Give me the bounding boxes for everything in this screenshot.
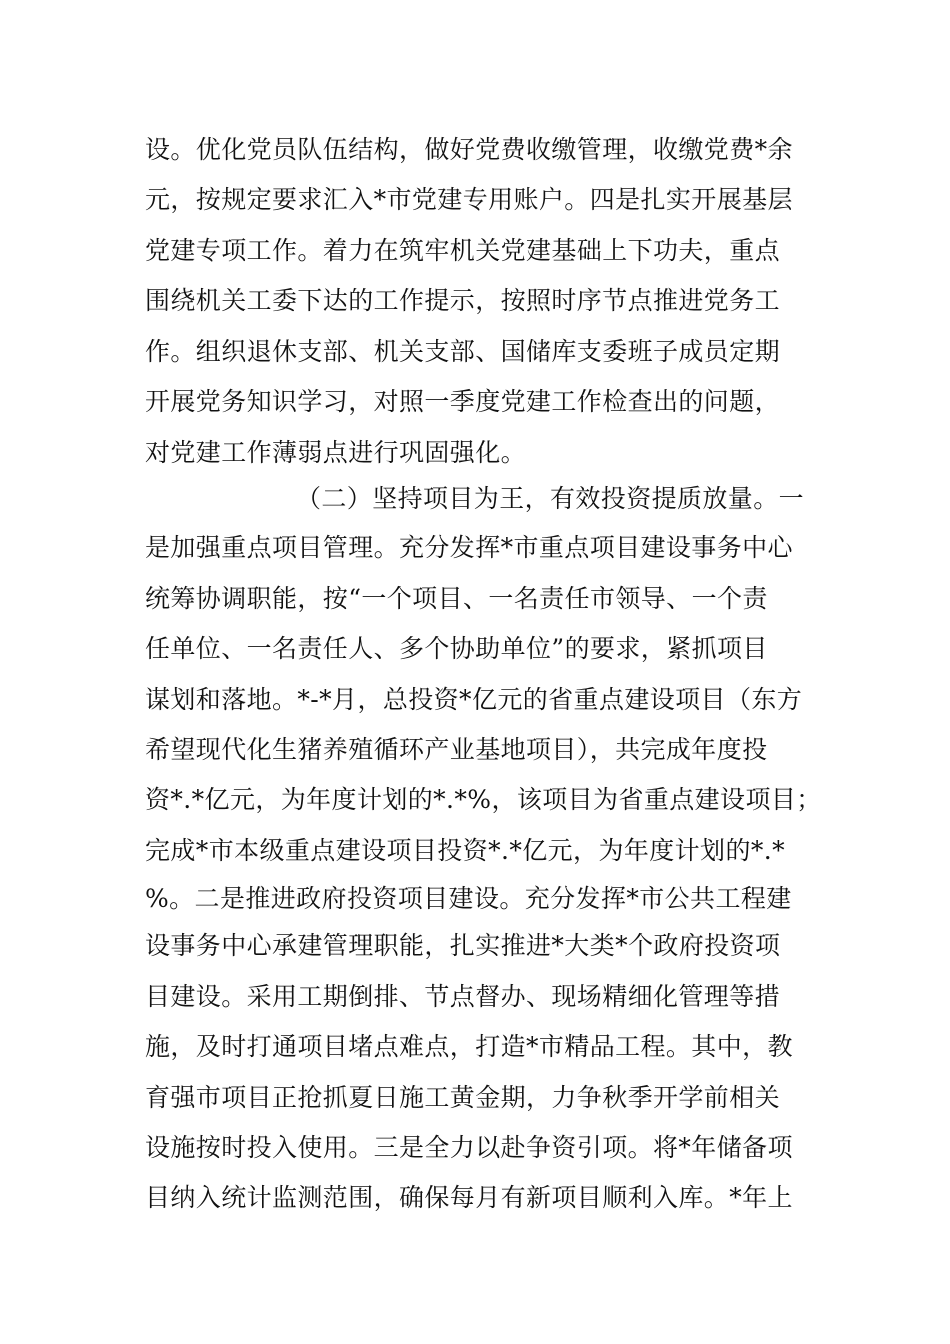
text-line: 作。组织退休支部、机关支部、国储库支委班子成员定期: [145, 337, 781, 366]
text-line: 党建专项工作。着力在筑牢机关党建基础上下功夫，重点: [145, 236, 781, 265]
text-line: 统筹协调职能，按“一个项目、一名责任市领导、一个责: [145, 584, 768, 613]
text-line: 设。优化党员队伍结构，做好党费收缴管理，收缴党费*余: [145, 135, 793, 164]
text-line: 目建设。采用工期倒排、节点督办、现场精细化管理等措: [145, 982, 781, 1011]
text-line: 谋划和落地。*-*月，总投资*亿元的省重点建设项目（东方: [145, 685, 803, 714]
text-line: 元，按规定要求汇入*市党建专用账户。四是扎实开展基层: [145, 185, 793, 214]
text-line: 任单位、一名责任人、多个协助单位”的要求，紧抓项目: [145, 634, 768, 663]
text-line: 施，及时打通项目堵点难点，打造*市精品工程。其中，教: [145, 1032, 793, 1061]
section-heading-line: （二）坚持项目为王，有效投资提质放量。一: [296, 484, 805, 513]
text-line: 对党建工作薄弱点进行巩固强化。: [145, 438, 527, 467]
text-line: 开展党务知识学习，对照一季度党建工作检查出的问题，: [145, 387, 781, 416]
text-line: 设施按时投入使用。三是全力以赴争资引项。将*年储备项: [145, 1133, 793, 1162]
text-line: 完成*市本级重点建设项目投资*.*亿元，为年度计划的*.*: [145, 836, 785, 865]
text-line: 目纳入统计监测范围，确保每月有新项目顺利入库。*年上: [145, 1183, 793, 1212]
text-line: 是加强重点项目管理。充分发挥*市重点项目建设事务中心: [145, 533, 793, 562]
text-line: 希望现代化生猪养殖循环产业基地项目），共完成年度投: [145, 735, 768, 764]
text-line: 设事务中心承建管理职能，扎实推进*大类*个政府投资项: [145, 931, 781, 960]
text-line: 育强市项目正抢抓夏日施工黄金期，力争秋季开学前相关: [145, 1083, 781, 1112]
text-line: 围绕机关工委下达的工作提示，按照时序节点推进党务工: [145, 286, 781, 315]
text-line: 资*.*亿元，为年度计划的*.*%，该项目为省重点建设项目；: [145, 785, 822, 814]
text-line: %。二是推进政府投资项目建设。充分发挥*市公共工程建: [145, 884, 792, 913]
